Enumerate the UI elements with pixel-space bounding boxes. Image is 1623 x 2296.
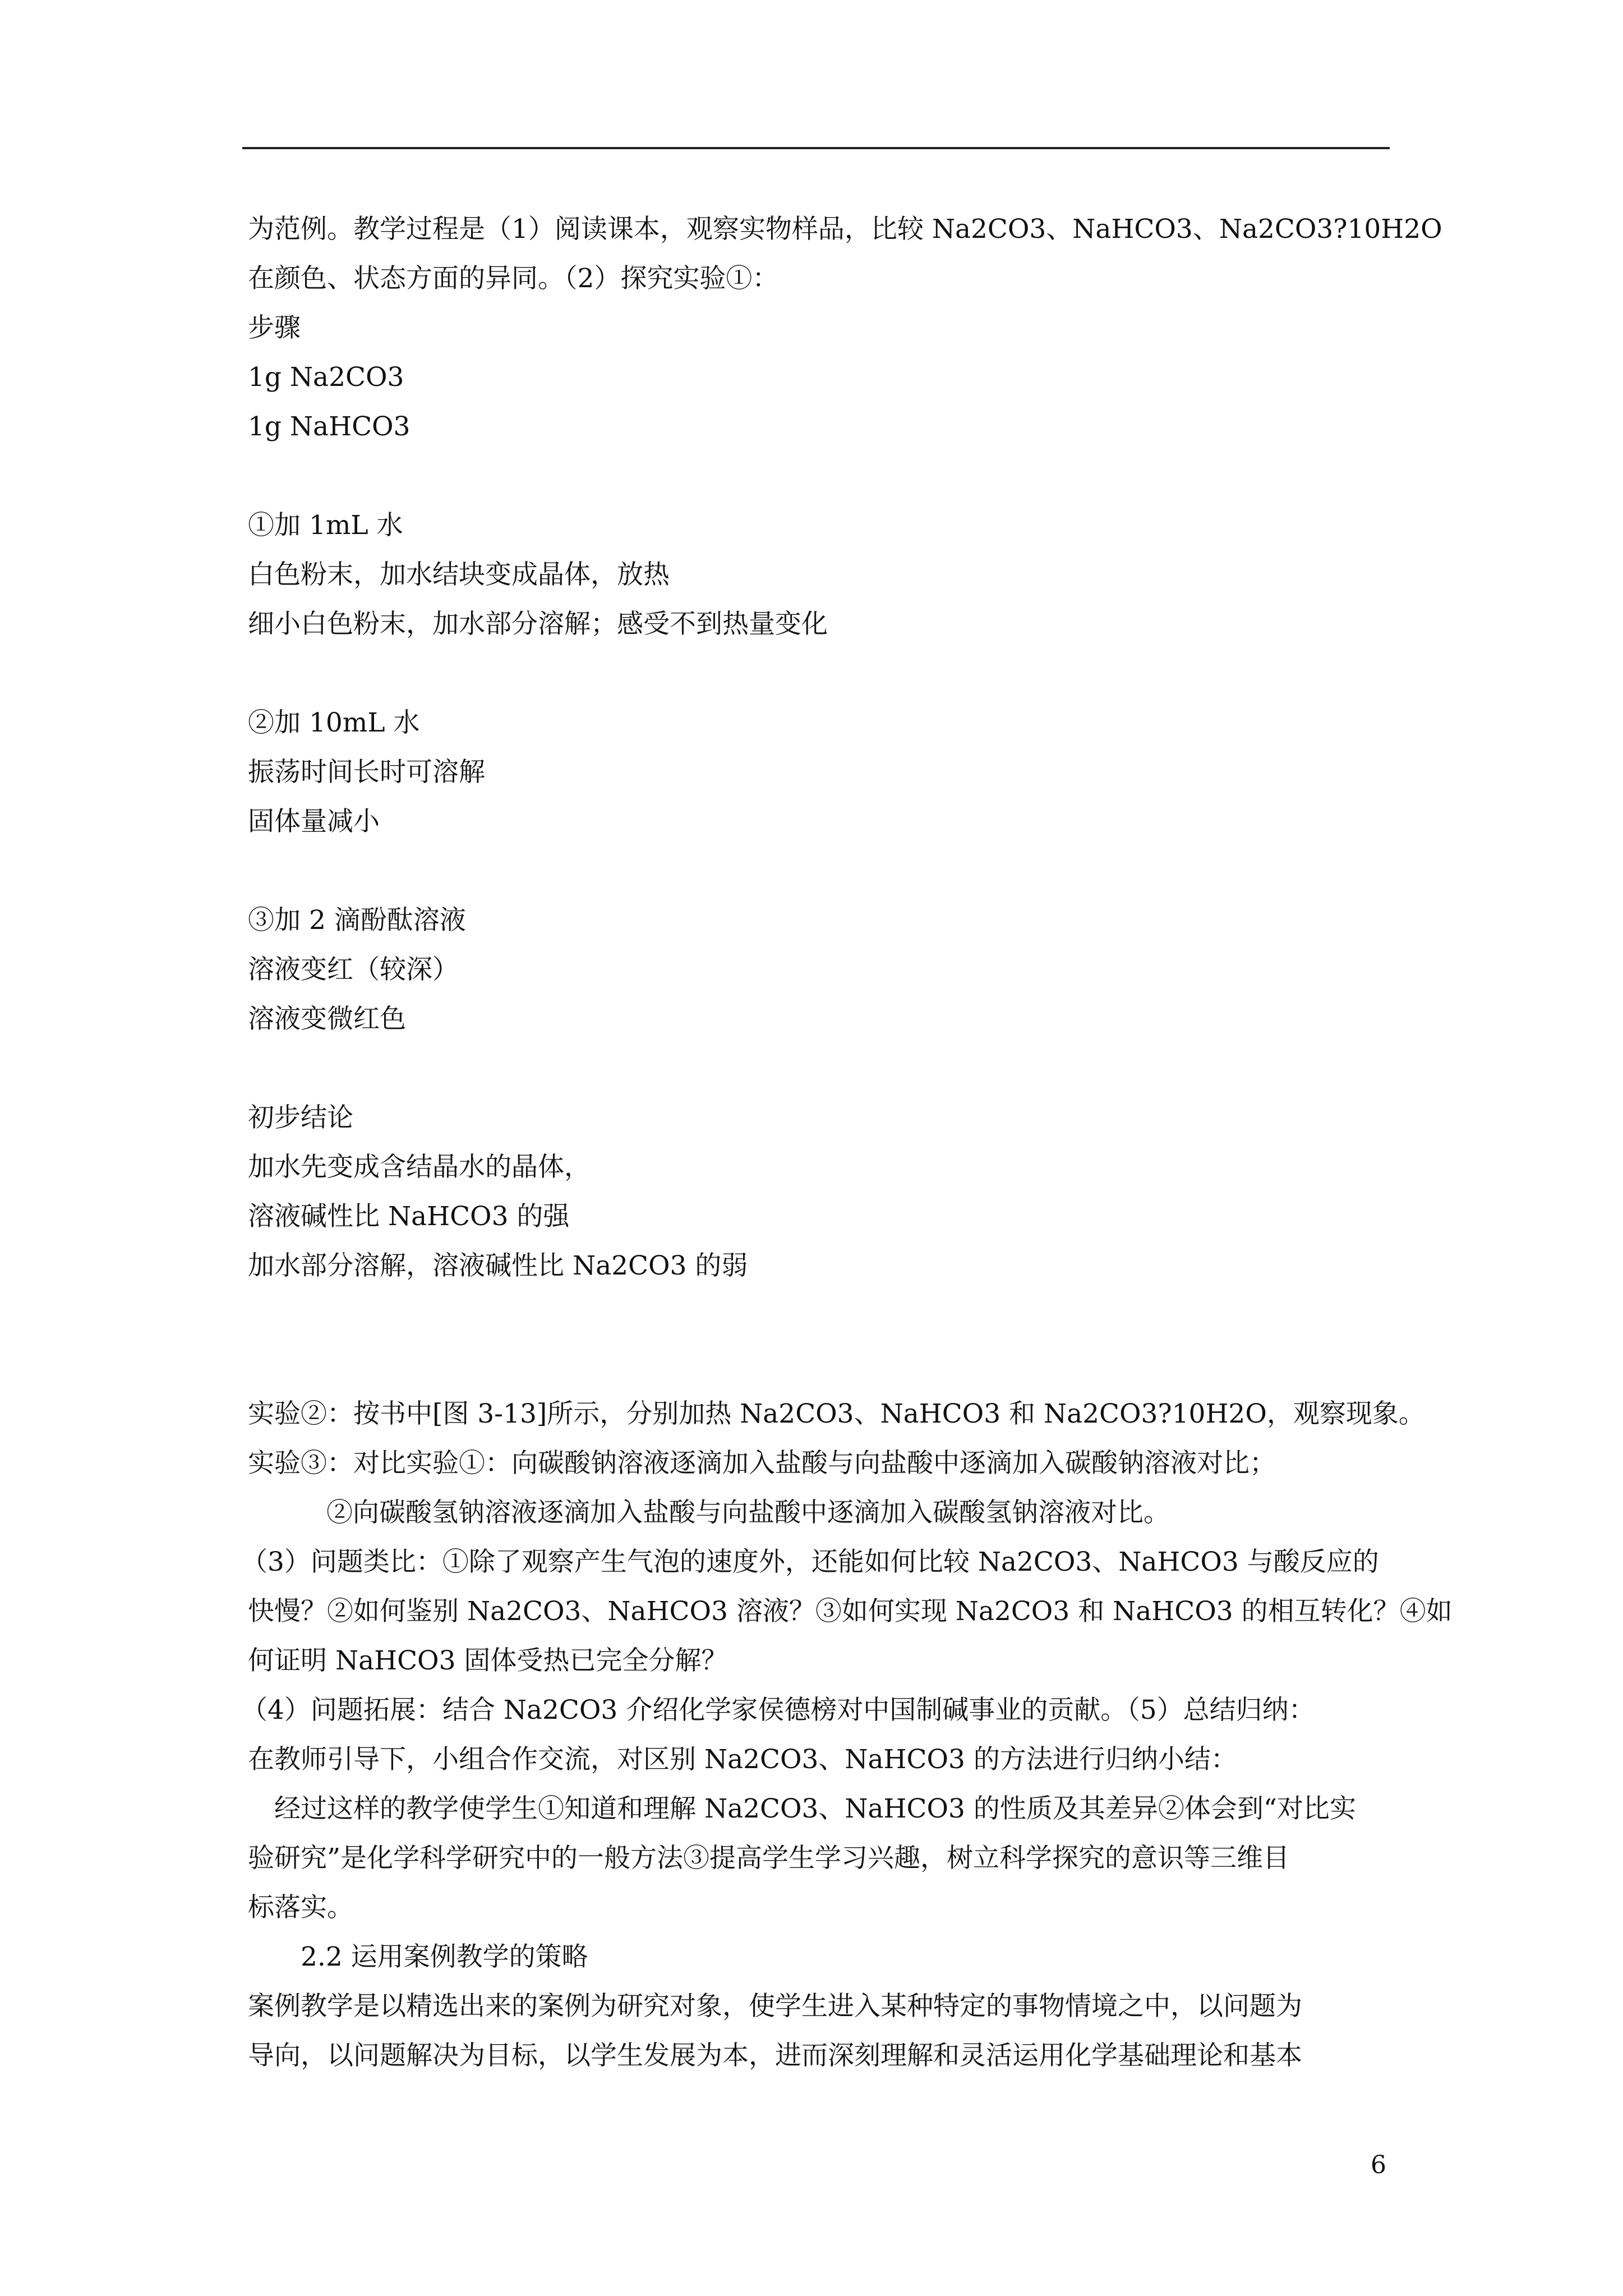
- blank-line: [248, 452, 1398, 501]
- text-line: 白色粉末，加水结块变成晶体，放热: [248, 559, 670, 590]
- text-line: ③加 2 滴酚酞溶液: [248, 905, 466, 936]
- section-heading: 2.2 运用案例教学的策略: [301, 1941, 588, 1972]
- text-line: 标落实。: [248, 1892, 353, 1923]
- text-line: 溶液碱性比 NaHCO3 的强: [248, 1201, 570, 1232]
- blank-line: [248, 1291, 1398, 1389]
- text-line: 为范例。教学过程是（1）阅读课本，观察实物样品，比较 Na2CO3、NaHCO3、Na2CO3?10H2O: [248, 214, 1442, 245]
- text-line: 案例教学是以精选出来的案例为研究对象，使学生进入某种特定的事物情境之中，以问题为: [248, 1991, 1302, 2022]
- text-line: 振荡时间长时可溶解: [248, 757, 485, 788]
- text-line: 加水先变成含结晶水的晶体，: [248, 1152, 591, 1182]
- text-line: 溶液变红（较深）: [248, 954, 459, 985]
- blank-line: [248, 649, 1398, 698]
- text-line: ②加 10mL 水: [248, 707, 420, 738]
- header-rule: [242, 147, 1390, 149]
- blank-line: [248, 1044, 1398, 1093]
- document-body: [241, 205, 1453, 2081]
- page-number: 6: [1371, 2151, 1386, 2179]
- blank-line: [248, 846, 1398, 896]
- text-line: （3）问题类比：①除了观察产生气泡的速度外，还能如何比较 Na2CO3、NaHCO3 与酸反应的: [241, 1547, 1379, 1577]
- text-line: 经过这样的教学使学生①知道和理解 Na2CO3、NaHCO3 的性质及其差异②体会到“对比实: [274, 1793, 1356, 1824]
- text-line: 固体量减小: [248, 806, 380, 837]
- text-line: 1g Na2CO3: [248, 362, 404, 393]
- text-line: 实验③：对比实验①：向碳酸钠溶液逐滴加入盐酸与向盐酸中逐滴加入碳酸钠溶液对比；: [248, 1448, 1276, 1479]
- text-line: 在教师引导下，小组合作交流，对区别 Na2CO3、NaHCO3 的方法进行归纳小结：: [248, 1744, 1237, 1775]
- text-line: （4）问题拓展：结合 Na2CO3 介绍化学家侯德榜对中国制碱事业的贡献。（5）总结归纳：: [241, 1695, 1315, 1726]
- text-line: 在颜色、状态方面的异同。（2）探究实验①：: [248, 263, 779, 294]
- text-line: ①加 1mL 水: [248, 510, 403, 541]
- text-line: 快慢？②如何鉴别 Na2CO3、NaHCO3 溶液？③如何实现 Na2CO3 和 NaHCO3 的相互转化？④如: [248, 1596, 1453, 1627]
- text-line: 验研究”是化学科学研究中的一般方法③提高学生学习兴趣，树立科学探究的意识等三维目: [248, 1843, 1290, 1874]
- text-line: 初步结论: [248, 1102, 353, 1133]
- text-line: 加水部分溶解，溶液碱性比 Na2CO3 的弱: [248, 1250, 748, 1281]
- text-line: 溶液变微红色: [248, 1004, 406, 1034]
- text-line: 1g NaHCO3: [248, 411, 411, 442]
- text-line: 导向，以问题解决为目标，以学生发展为本，进而深刻理解和灵活运用化学基础理论和基本: [248, 2040, 1302, 2071]
- text-line: 细小白色粉末，加水部分溶解；感受不到热量变化: [248, 609, 828, 639]
- text-line: 何证明 NaHCO3 固体受热已完全分解？: [248, 1645, 728, 1676]
- text-line: 实验②：按书中[图 3-13]所示，分别加热 Na2CO3、NaHCO3 和 Na2CO3?10H2O，观察现象。: [248, 1398, 1425, 1429]
- text-line: 步骤: [248, 312, 301, 343]
- text-line: ②向碳酸氢钠溶液逐滴加入盐酸与向盐酸中逐滴加入碳酸氢钠溶液对比。: [326, 1497, 1170, 1528]
